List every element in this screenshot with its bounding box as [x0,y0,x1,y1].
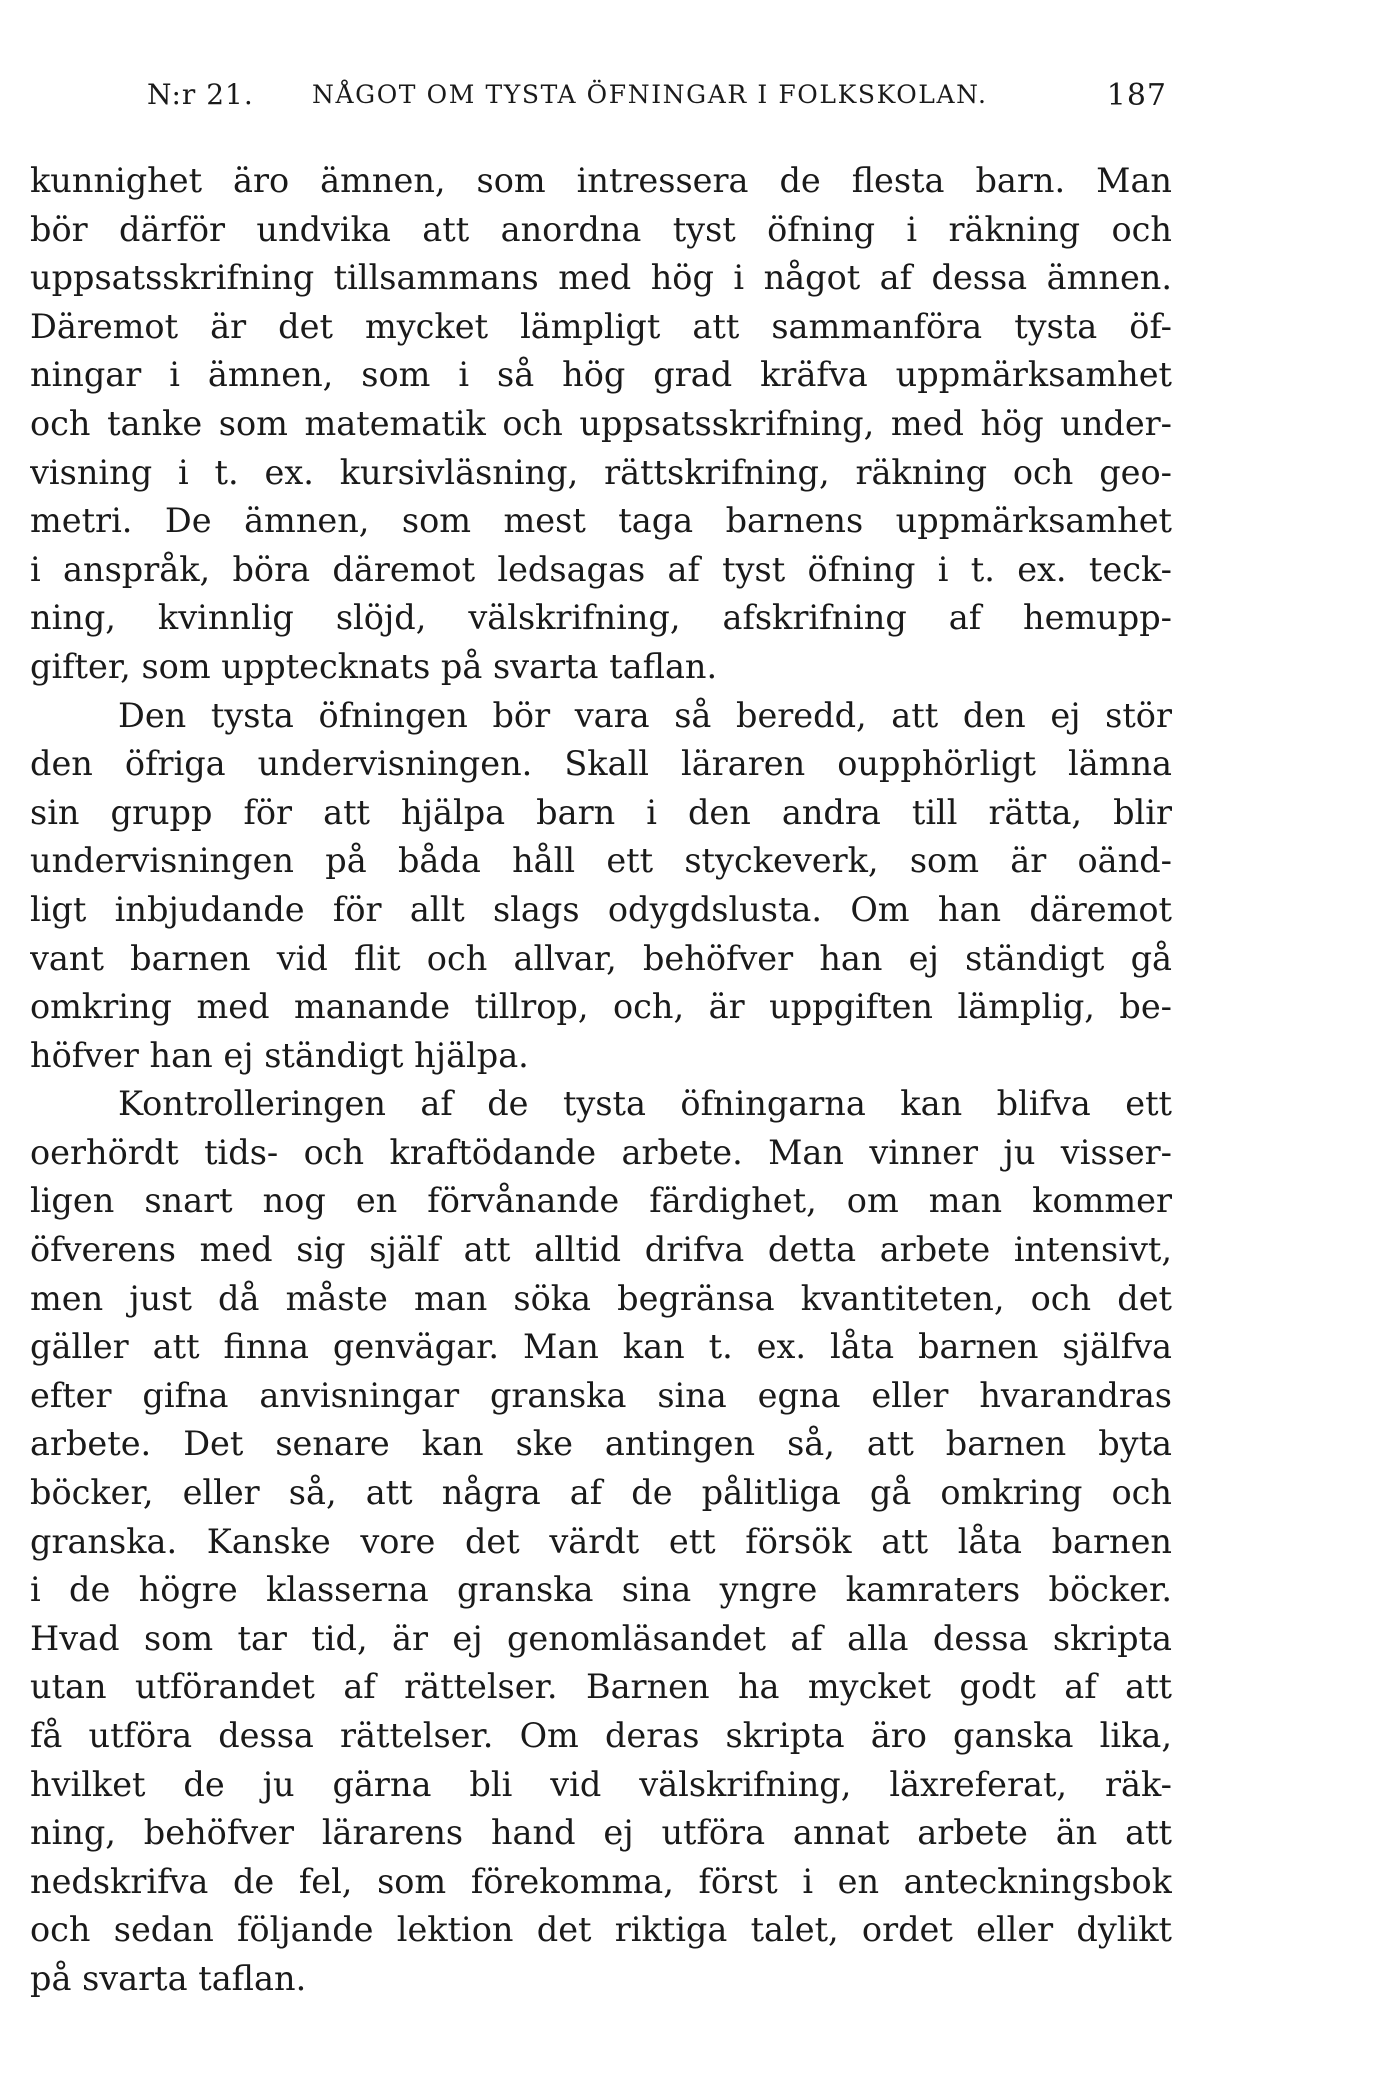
text-line: ning, behöfver lärarens hand ej utföra annat arbete än att [30,1813,1172,1853]
text-line: ligt inbjudande för allt slags odygdslusta. Om han däremot [30,889,1172,929]
text-line: böcker, eller så, att några af de pålitliga gå omkring och [30,1473,1172,1513]
chapter-title: NÅGOT OM TYSTA ÖFNINGAR I FOLKSKOLAN. [312,80,988,109]
text-line: arbete. Det senare kan ske antingen så, att barnen byta [30,1424,1172,1464]
text-line: vant barnen vid flit och allvar, behöfver han ej ständigt gå [30,938,1172,978]
text-line: ning, kvinnlig slöjd, välskrifning, afskrifning af hemupp- [30,598,1172,638]
text-line: gäller att finna genvägar. Man kan t. ex. låta barnen själfva [30,1327,1172,1367]
text-line: och tanke som matematik och uppsatsskrifning, med hög under- [30,403,1172,443]
text-line: visning i t. ex. kursivläsning, rättskrifning, räkning och geo- [30,452,1172,492]
text-line: metri. De ämnen, som mest taga barnens uppmärksamhet [30,501,1172,541]
text-line: få utföra dessa rättelser. Om deras skripta äro ganska lika, [30,1716,1172,1755]
running-head [147,78,1167,118]
text-line: bör därför undvika att anordna tyst öfning i räkning och [30,209,1172,249]
text-line: i de högre klasserna granska sina yngre kamraters böcker. [30,1570,1172,1610]
text-line: Hvad som tar tid, är ej genomläsandet af alla dessa skripta [30,1618,1172,1658]
text-line: på svarta taflan. [30,1958,307,1998]
text-line: höfver han ej ständigt hjälpa. [30,1035,529,1075]
text-line: sin grupp för att hjälpa barn i den andra till rätta, blir [30,792,1172,832]
text-line: nedskrifva de fel, som förekomma, först i en anteckningsbok [30,1861,1172,1901]
text-line: gifter, som upptecknats på svarta taflan. [30,646,718,686]
text-line: granska. Kanske vore det värdt ett försök att låta barnen [30,1521,1172,1561]
text-line: undervisningen på båda håll ett styckeverk, som är oänd- [30,841,1172,881]
text-line: efter gifna anvisningar granska sina egna eller hvarandras [30,1375,1172,1415]
text-line: utan utförandet af rättelser. Barnen ha mycket godt af att [30,1667,1172,1707]
text-line: kunnighet äro ämnen, som intressera de flesta barn. Man [30,161,1172,200]
text-line: den öfriga undervisningen. Skall läraren oupphörligt lämna [30,744,1172,784]
issue-number: N:r 21. [147,78,254,111]
paragraph [30,692,1172,1081]
text-line: hvilket de ju gärna bli vid välskrifning, läxreferat, räk- [30,1764,1172,1804]
text-line: men just då måste man söka begränsa kvantiteten, och det [30,1278,1172,1318]
text-line: Däremot är det mycket lämpligt att sammanföra tysta öf- [30,306,1172,346]
text-line: Kontrolleringen af de tysta öfningarna kan blifva ett [118,1084,1172,1124]
text-line: öfverens med sig själf att alltid drifva detta arbete intensivt, [30,1230,1172,1270]
body-text [30,157,1172,2004]
text-line: i anspråk, böra däremot ledsagas af tyst öfning i t. ex. teck- [30,549,1172,589]
text-line: Den tysta öfningen bör vara så beredd, att den ej stör [118,695,1172,735]
paragraph [30,1080,1172,2003]
page-number: 187 [1106,78,1167,113]
paragraph [30,157,1172,692]
text-line: oerhördt tids- och kraftödande arbete. Man vinner ju visser- [30,1132,1172,1172]
text-line: och sedan följande lektion det riktiga talet, ordet eller dylikt [30,1910,1172,1950]
text-line: ningar i ämnen, som i så hög grad kräfva uppmärksamhet [30,355,1172,395]
text-line: ligen snart nog en förvånande färdighet, om man kommer [30,1181,1172,1221]
text-line: uppsatsskrifning tillsammans med hög i något af dessa ämnen. [30,258,1172,298]
text-line: omkring med manande tillrop, och, är uppgiften lämplig, be- [30,987,1172,1027]
